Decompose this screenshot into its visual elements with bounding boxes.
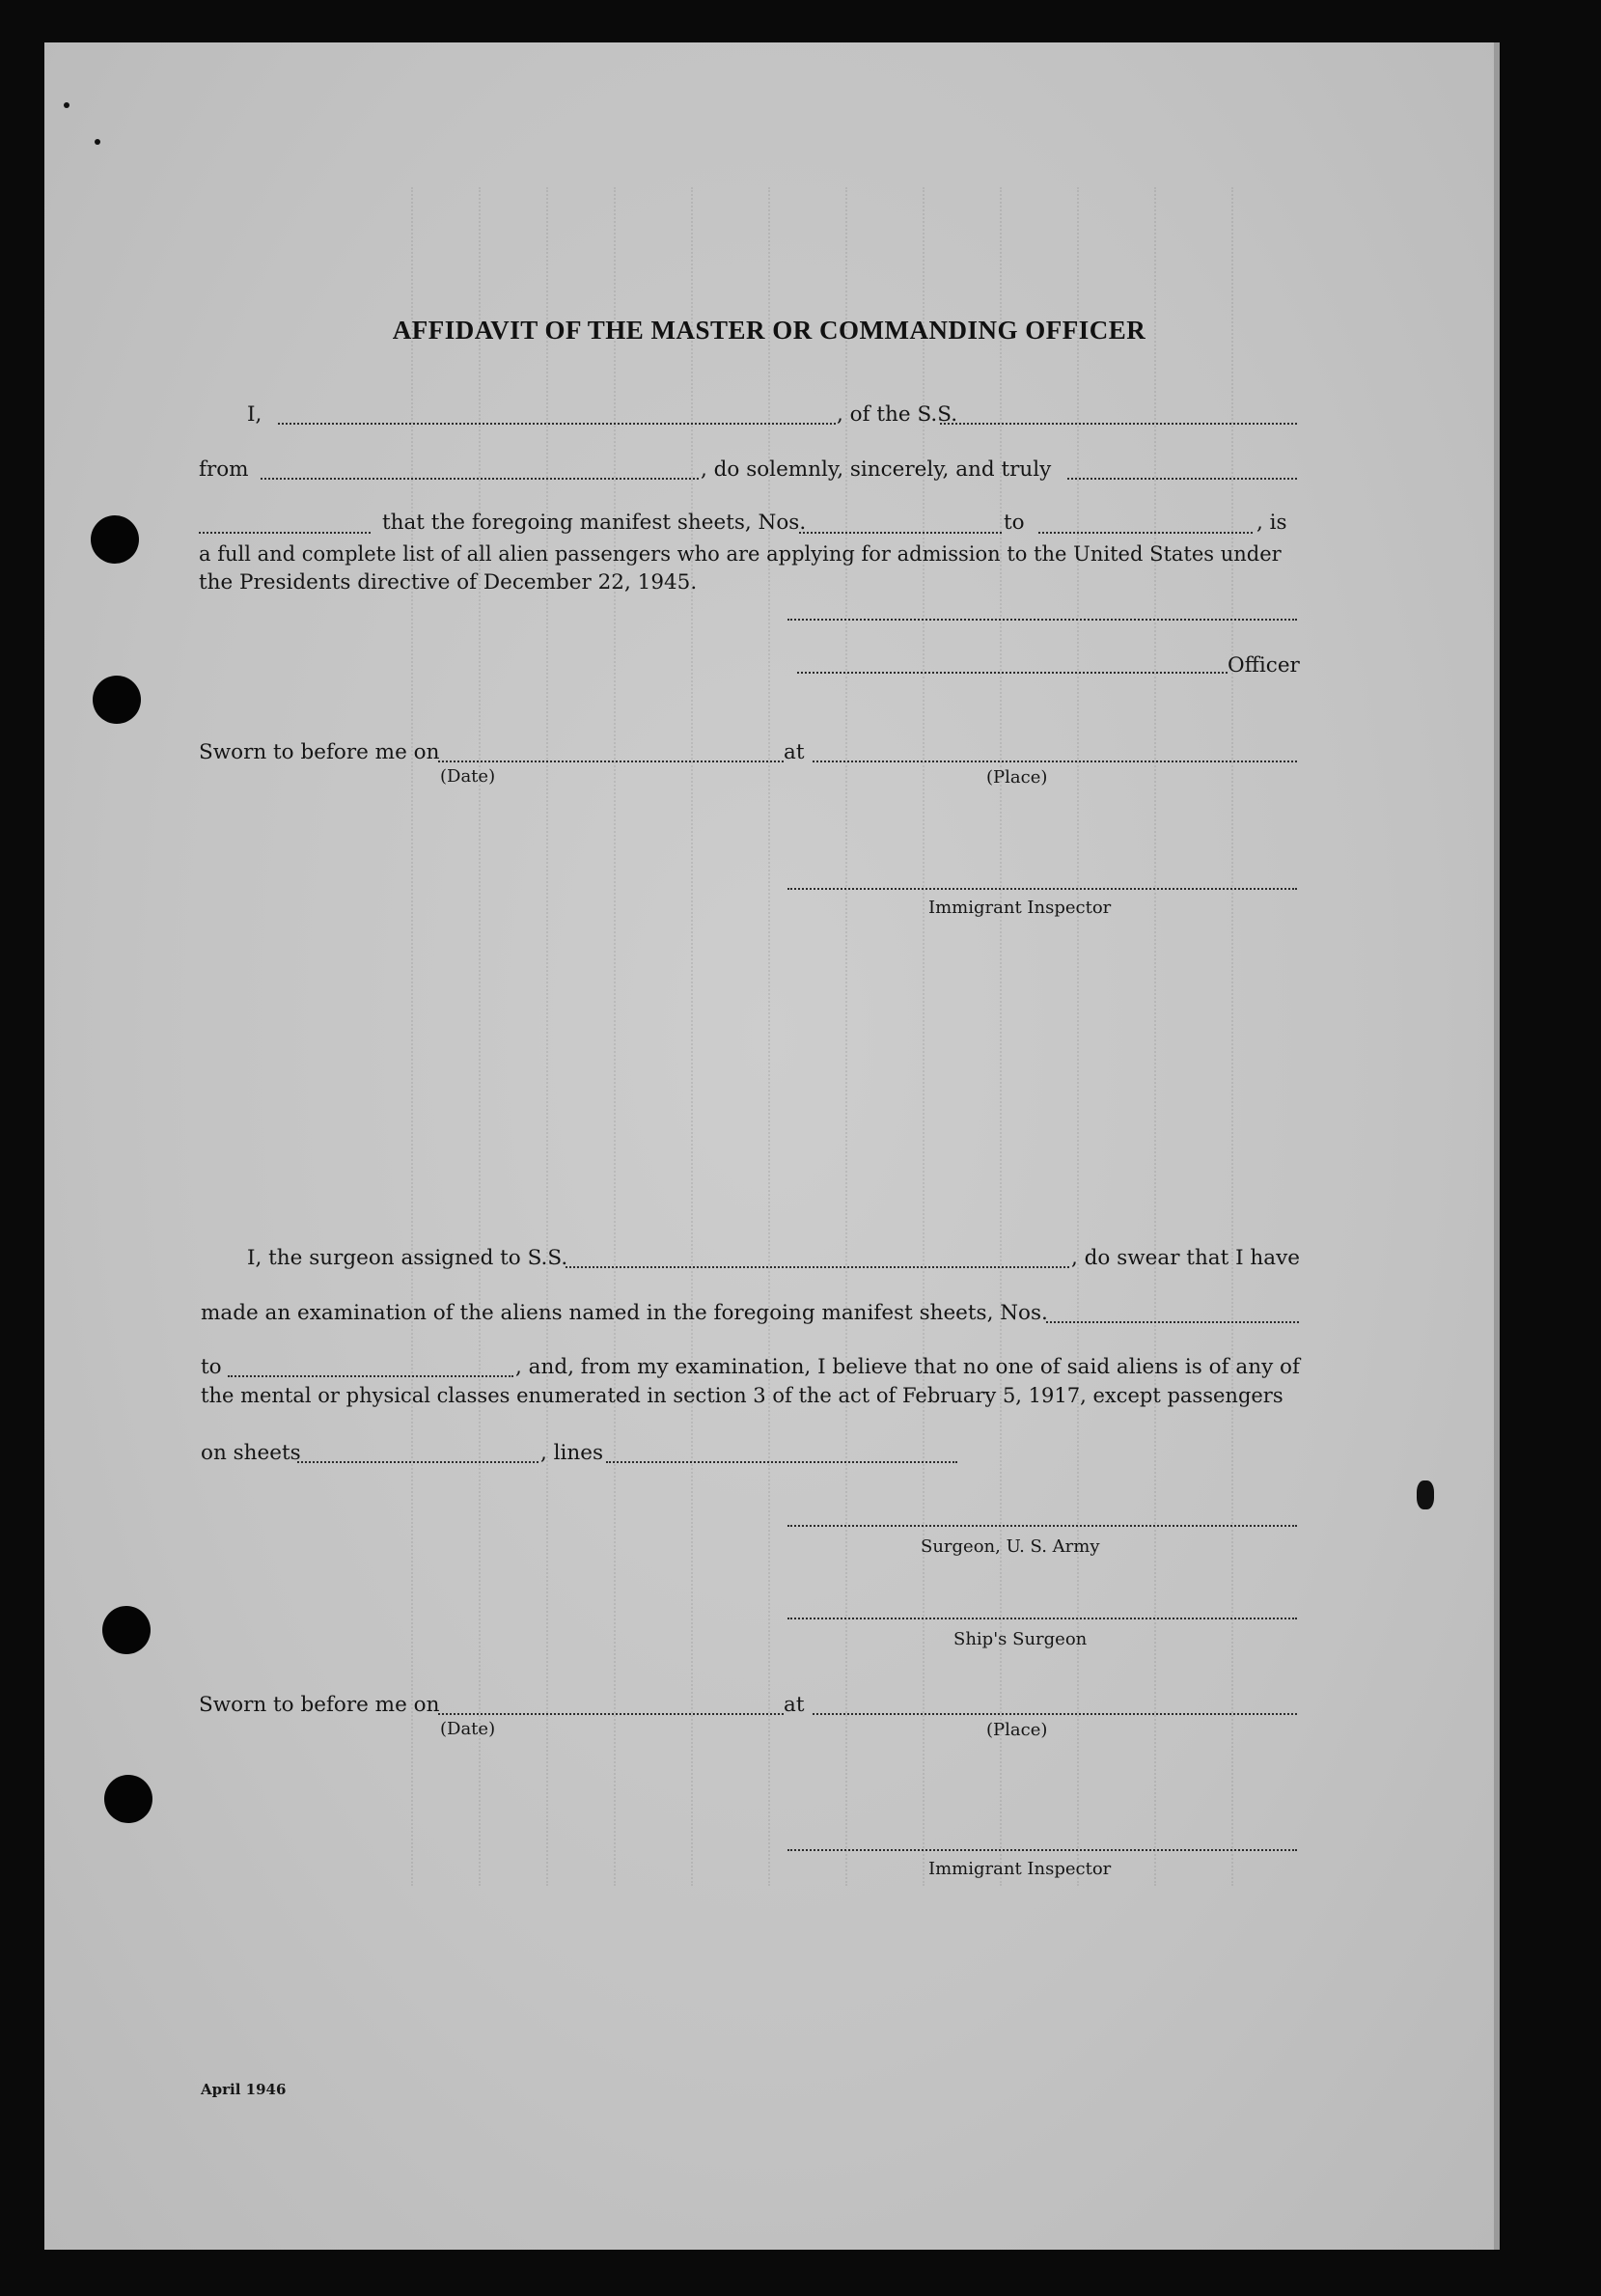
- surgeon-line-2: made an examination of the aliens named in the foregoing manifest sheets, Nos.: [201, 1301, 1048, 1325]
- inspector-signature-line-2[interactable]: [787, 1849, 1297, 1851]
- lines-label: , lines: [540, 1441, 604, 1465]
- except-sheets-field[interactable]: [297, 1461, 538, 1463]
- ink-speck: [95, 139, 100, 145]
- foregoing-sheets-label: that the foregoing manifest sheets, Nos.: [382, 511, 807, 535]
- sworn-label-2: Sworn to before me on: [199, 1693, 440, 1717]
- date-caption-2: (Date): [440, 1719, 496, 1739]
- sworn-date-field-1[interactable]: [438, 761, 784, 762]
- punch-hole-1: [91, 515, 139, 564]
- master-i-label: I,: [247, 402, 262, 427]
- sheets-to-field[interactable]: [1038, 532, 1253, 534]
- sworn-at-label-2: at: [784, 1693, 805, 1717]
- full-list-text: a full and complete list of all alien passengers who are applying for admission to the United States under: [199, 542, 1282, 566]
- punch-hole-2: [93, 676, 141, 724]
- army-surgeon-label: Surgeon, U. S. Army: [921, 1536, 1100, 1557]
- bleed-through-texture: [373, 187, 1299, 1886]
- solemnly-label: , do solemnly, sincerely, and truly: [701, 457, 1052, 482]
- except-lines-field[interactable]: [606, 1461, 957, 1463]
- master-name-field[interactable]: [278, 423, 836, 425]
- to-label: to: [1004, 511, 1025, 535]
- surgeon-line-1-start: I, the surgeon assigned to S.S.: [247, 1246, 568, 1270]
- sworn-label-1: Sworn to before me on: [199, 740, 440, 764]
- master-ship-field[interactable]: [940, 423, 1297, 425]
- sworn-at-label-1: at: [784, 740, 805, 764]
- ink-speck: [64, 102, 69, 108]
- form-date-footer: April 1946: [201, 2081, 287, 2098]
- sworn-place-field-1[interactable]: [813, 761, 1297, 762]
- affirm-word-field[interactable]: [199, 532, 371, 534]
- surgeon-to-label: to: [201, 1355, 222, 1379]
- sworn-date-field-2[interactable]: [438, 1713, 784, 1715]
- date-caption-1: (Date): [440, 766, 496, 787]
- affidavit-title: AFFIDAVIT OF THE MASTER OR COMMANDING OFFICER: [392, 316, 1146, 345]
- is-label: , is: [1256, 511, 1287, 535]
- surgeon-sheets-from-field[interactable]: [1046, 1321, 1299, 1323]
- officer-label: Officer: [1228, 653, 1300, 678]
- from-port-field[interactable]: [261, 478, 699, 480]
- directive-text: the Presidents directive of December 22, 1945.: [199, 570, 698, 595]
- on-sheets-label: on sheets: [201, 1441, 301, 1465]
- inspector-signature-line-1[interactable]: [787, 888, 1297, 890]
- surgeon-line-4: the mental or physical classes enumerated in section 3 of the act of February 5, 1917, except passengers: [201, 1384, 1284, 1407]
- ink-speck: [1417, 1480, 1434, 1509]
- inspector-label-1: Immigrant Inspector: [928, 898, 1112, 918]
- ships-surgeon-signature-line[interactable]: [787, 1618, 1297, 1619]
- army-surgeon-signature-line[interactable]: [787, 1525, 1297, 1527]
- officer-signature-line[interactable]: [797, 672, 1228, 674]
- surgeon-sheets-to-field[interactable]: [228, 1375, 513, 1377]
- place-caption-2: (Place): [986, 1720, 1048, 1740]
- surgeon-ship-field[interactable]: [566, 1266, 1069, 1268]
- surgeon-line-3: , and, from my examination, I believe that no one of said aliens is of any of: [515, 1355, 1300, 1379]
- of-the-ss-label: , of the S.S.: [837, 402, 958, 427]
- sheets-from-field[interactable]: [799, 532, 1002, 534]
- from-label: from: [199, 457, 249, 482]
- document-page: [44, 42, 1500, 2250]
- place-caption-1: (Place): [986, 767, 1048, 788]
- punch-hole-3: [102, 1606, 151, 1654]
- affirmation-field[interactable]: [1067, 478, 1297, 480]
- sworn-place-field-2[interactable]: [813, 1713, 1297, 1715]
- signature-line-1[interactable]: [787, 619, 1297, 621]
- surgeon-line-1-end: , do swear that I have: [1071, 1246, 1300, 1270]
- inspector-label-2: Immigrant Inspector: [928, 1859, 1112, 1879]
- punch-hole-4: [104, 1775, 152, 1823]
- ships-surgeon-label: Ship's Surgeon: [953, 1629, 1088, 1649]
